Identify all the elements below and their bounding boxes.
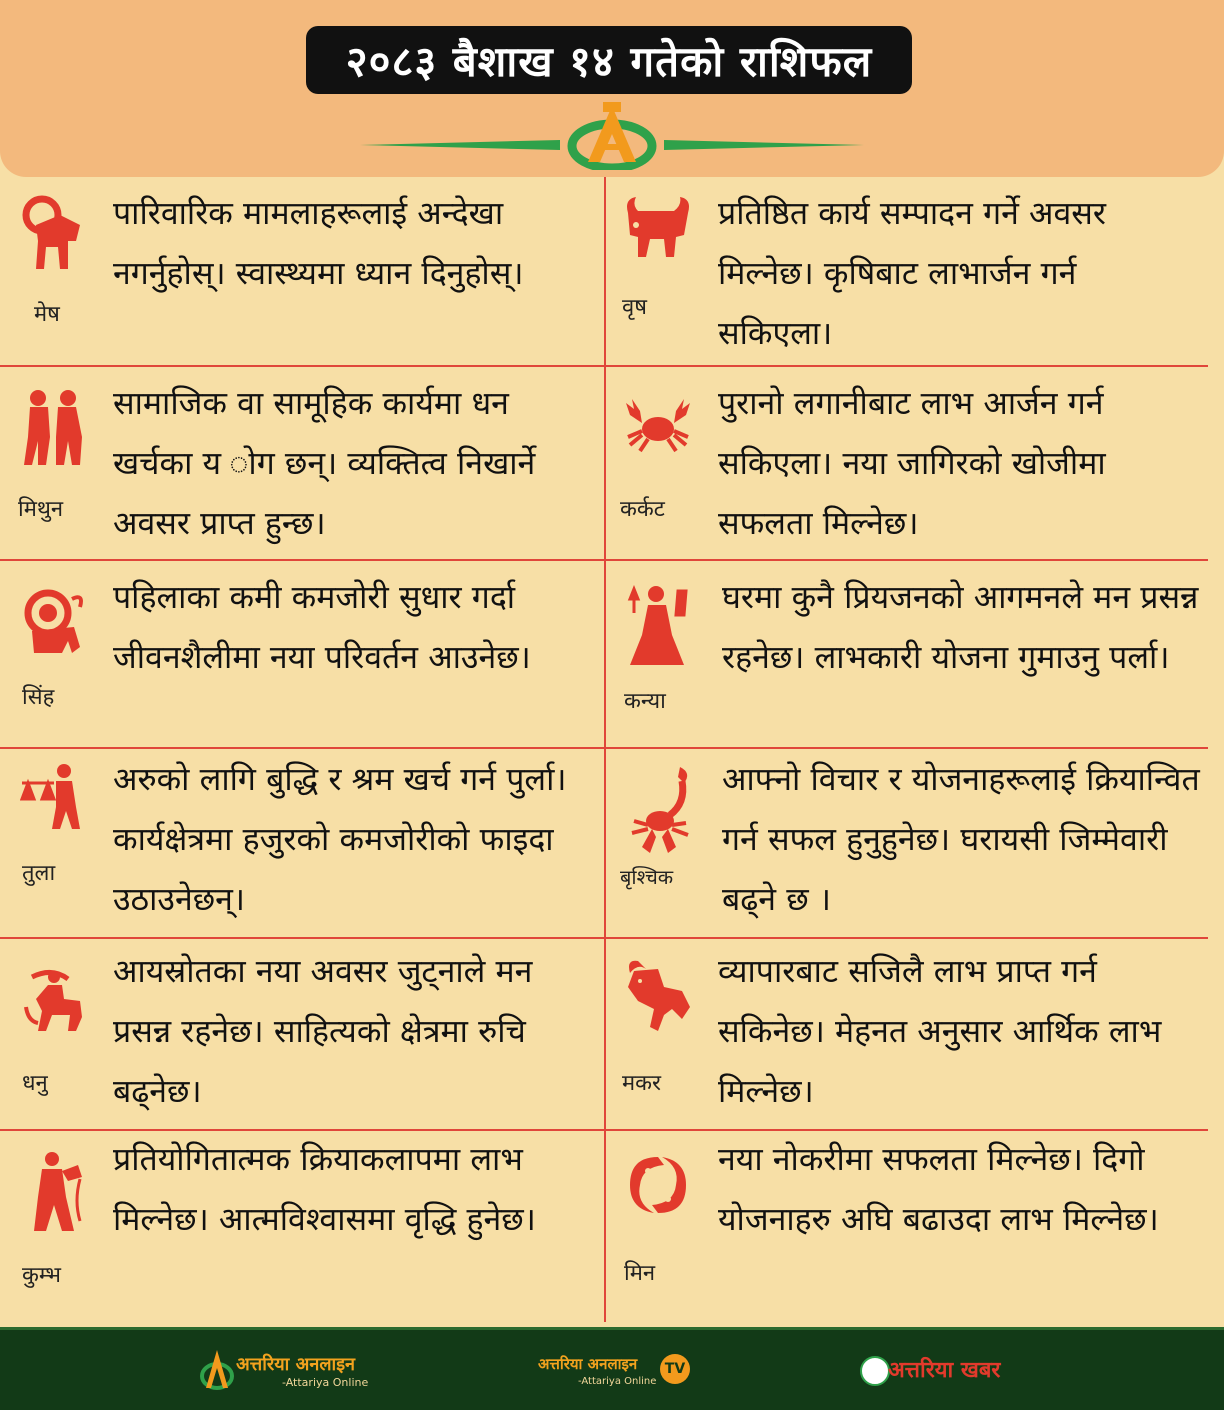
- sign-text: घरमा कुनै प्रियजनको आगमनले मन प्रसन्न रहनेछ। लाभकारी योजना गुमाउनु पर्ला।: [722, 578, 1199, 676]
- sign-name: मिन: [624, 1261, 656, 1286]
- sign-name: मेष: [34, 302, 60, 327]
- logo-text: अत्तरिया अनलाइन: [236, 1354, 356, 1375]
- sign-text: सामाजिक वा सामूहिक कार्यमा धन खर्चका य ोग छन्। व्यक्तित्व निखार्ने अवसर प्राप्त हुन्छ।: [113, 384, 536, 542]
- khabar-globe-icon: [860, 1356, 890, 1386]
- sign-text: आयस्रोतका नया अवसर जुट्नाले मन प्रसन्न रहनेछ। साहित्यको क्षेत्रमा रुचि बढ्नेछ।: [113, 952, 533, 1110]
- attariya-a-icon: [200, 1348, 234, 1392]
- tv-badge-icon: TV: [660, 1354, 690, 1384]
- header: [0, 0, 1224, 177]
- sign-name: धनु: [22, 1071, 48, 1096]
- sign-cell-karkat: [606, 367, 1208, 557]
- sign-text: प्रतिष्ठित कार्य सम्पादन गर्ने अवसर मिल्नेछ। कृषिबाट लाभार्जन गर्न सकिएला।: [718, 194, 1107, 352]
- sign-name: सिंह: [22, 685, 55, 710]
- sign-cell-dhanu: [0, 939, 604, 1129]
- sign-text: नया नोकरीमा सफलता मिल्नेछ। दिगो योजनाहरु अघि बढाउदा लाभ मिल्नेछ।: [718, 1140, 1159, 1238]
- sign-cell-kumbha: [0, 1131, 604, 1321]
- lion-icon: [22, 587, 84, 655]
- sign-name: कन्या: [624, 689, 666, 714]
- sign-cell-min: [606, 1131, 1208, 1321]
- sign-name: कर्कट: [620, 497, 665, 522]
- logo-text: अत्तरिया अनलाइन: [538, 1355, 638, 1373]
- sign-text: आफ्नो विचार र योजनाहरूलाई क्रियान्वित गर्न सफल हुनुहुनेछ। घरायसी जिम्मेवारी बढ्ने छ ।: [722, 760, 1200, 918]
- footer: [0, 1327, 1224, 1410]
- sign-text: व्यापारबाट सजिलै लाभ प्राप्त गर्न सकिनेछ। मेहनत अनुसार आर्थिक लाभ मिल्नेछ।: [718, 952, 1162, 1110]
- page-title: २०८३ बैशाख १४ गतेको राशिफल: [306, 26, 912, 94]
- sign-text: अरुको लागि बुद्धि र श्रम खर्च गर्न पुर्ला। कार्यक्षेत्रमा हजुरको कमजोरीको फाइदा उठाउनेछन्।: [113, 760, 567, 918]
- sign-text: पहिलाका कमी कमजोरी सुधार गर्दा जीवनशैलीमा नया परिवर्तन आउनेछ।: [113, 578, 531, 676]
- bull-icon: [624, 195, 692, 259]
- sign-cell-tula: [0, 749, 604, 939]
- sign-cell-brishchik: [606, 749, 1208, 939]
- horoscope-grid: [0, 177, 1224, 1322]
- water-bearer-icon: [22, 1151, 84, 1231]
- attariya-logo-icon: [360, 100, 864, 170]
- logo-subtext: -Attariya Online: [578, 1376, 657, 1387]
- fish-icon: [624, 1153, 692, 1217]
- sign-cell-singha: [0, 561, 604, 751]
- sign-name: तुला: [22, 861, 56, 886]
- sign-cell-vrish: [606, 177, 1208, 367]
- sign-text: पारिवारिक मामलाहरूलाई अन्देखा नगर्नुहोस्। स्वास्थ्यमा ध्यान दिनुहोस्।: [113, 194, 524, 292]
- scorpion-icon: [624, 763, 694, 855]
- sign-cell-mesh: [0, 177, 604, 367]
- maiden-icon: [626, 585, 690, 665]
- sign-text: प्रतियोगितात्मक क्रियाकलापमा लाभ मिल्नेछ। आत्मविश्वासमा वृद्धि हुनेछ।: [113, 1140, 536, 1238]
- sign-name: कुम्भ: [22, 1263, 61, 1288]
- sign-name: मिथुन: [18, 497, 64, 522]
- ram-icon: [22, 195, 84, 271]
- sign-cell-kanya: [606, 561, 1208, 751]
- sign-name: बृश्चिक: [620, 865, 674, 889]
- sign-name: वृष: [622, 295, 647, 320]
- scales-icon: [20, 763, 84, 829]
- sign-text: पुरानो लगानीबाट लाभ आर्जन गर्न सकिएला। नया जागिरको खोजीमा सफलता मिल्नेछ।: [718, 384, 1106, 542]
- twins-icon: [22, 389, 84, 465]
- goat-icon: [624, 957, 692, 1031]
- sign-cell-mithun: [0, 367, 604, 557]
- logo-text: अत्तरिया खबर: [888, 1358, 1001, 1383]
- crab-icon: [624, 397, 692, 453]
- archer-icon: [22, 967, 86, 1031]
- sign-name: मकर: [622, 1071, 662, 1096]
- sign-cell-makar: [606, 939, 1208, 1129]
- logo-subtext: -Attariya Online: [282, 1376, 369, 1389]
